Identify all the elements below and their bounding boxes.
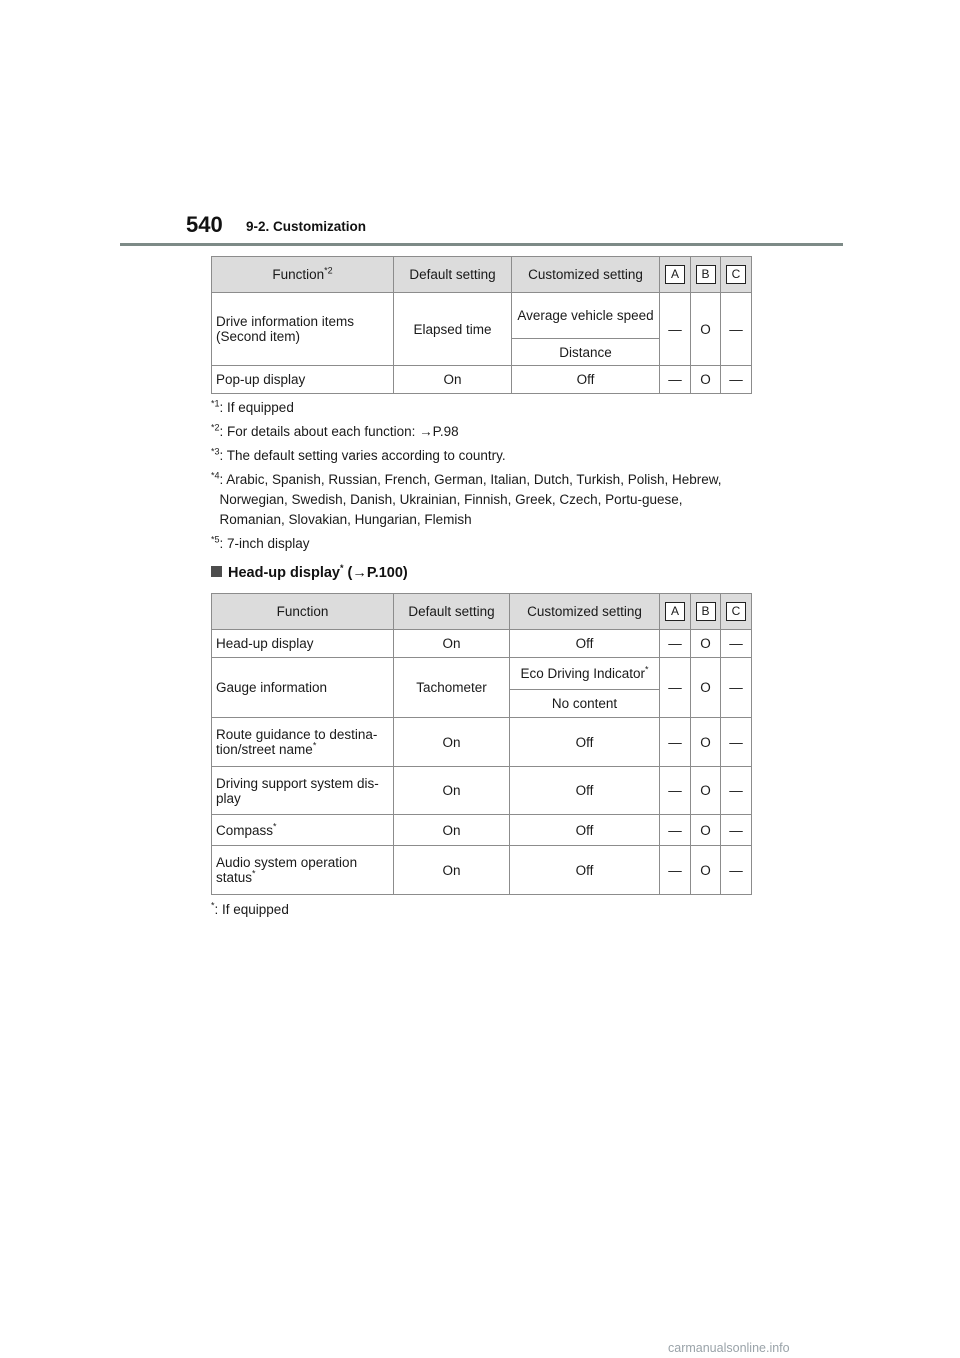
footnote-3: $^{*3}$ : The default setting varies according to country. [211, 446, 506, 463]
section-title: 9-2. Customization [246, 219, 367, 234]
cell-a: — [660, 846, 691, 895]
cell-function: Audio system operation status* [212, 846, 394, 895]
cell-b: O [691, 658, 721, 718]
b-box-icon: B [696, 265, 716, 284]
cell-a: — [660, 630, 691, 658]
cell-a: — [660, 718, 691, 767]
cell-default: On [394, 815, 510, 846]
hud-section-heading: Head-up display* (→P.100) [211, 565, 408, 581]
cell-customized: Eco Driving Indicator* [510, 658, 660, 690]
c-box-icon: C [726, 265, 746, 284]
cell-function: Drive information items (Second item) [212, 293, 394, 366]
header-customized-setting: Customized setting [510, 594, 660, 630]
cell-b: O [691, 293, 721, 366]
cell-a: — [660, 658, 691, 718]
header-rule [120, 243, 843, 246]
cell-b: O [691, 718, 721, 767]
cell-customized: Off [510, 630, 660, 658]
cell-a: — [660, 366, 691, 394]
cell-default: On [394, 366, 512, 394]
cell-b: O [691, 815, 721, 846]
cell-default: Elapsed time [394, 293, 512, 366]
cell-c: — [721, 293, 752, 366]
footnote-2: $^{*2}$ : For details about each function: →P.98 [211, 422, 459, 439]
header-a [660, 257, 691, 293]
cell-c: — [721, 658, 752, 718]
cell-function: Driving support system dis-play [212, 767, 394, 815]
table-row [212, 767, 752, 815]
footnote-1: $^{*1}$ : If equipped [211, 398, 294, 415]
cell-default: On [394, 846, 510, 895]
cell-customized: No content [510, 690, 660, 718]
header-b [691, 257, 721, 293]
cell-b: O [691, 366, 721, 394]
table-row [212, 630, 752, 658]
cell-c: — [721, 718, 752, 767]
cell-a: — [660, 767, 691, 815]
cell-customized: Off [510, 718, 660, 767]
header-customized-setting: Customized setting [512, 257, 660, 293]
table-row [212, 718, 752, 767]
footnote-4: $^{*4}$ : Arabic, Spanish, Russian, French, German, Italian, Dutch, Turkish, Polish, Hebrew, Norwegian, Swedish, Danish, Ukrainian, Finnish, Greek, Czech, Portu-guese, Romanian, Slovakian, Hungarian, Flemish [211, 470, 722, 527]
header-c [721, 594, 752, 630]
cell-customized: Off [510, 815, 660, 846]
cell-function: Compass* [212, 815, 394, 846]
table-footnote: *: If equipped [211, 900, 289, 917]
header-default-setting: Default setting [394, 257, 512, 293]
cell-customized: Off [510, 846, 660, 895]
table-row [212, 658, 752, 690]
a-box-icon: A [665, 602, 685, 621]
header-a [660, 594, 691, 630]
cell-b: O [691, 846, 721, 895]
cell-function: Gauge information [212, 658, 394, 718]
table-row [212, 846, 752, 895]
cell-default: Tachometer [394, 658, 510, 718]
cell-c: — [721, 366, 752, 394]
settings-table-head-up-display [211, 593, 752, 895]
c-box-icon: C [726, 602, 746, 621]
cell-c: — [721, 767, 752, 815]
cell-b: O [691, 630, 721, 658]
table-row [212, 293, 752, 339]
b-box-icon: B [696, 602, 716, 621]
a-box-icon: A [665, 265, 685, 284]
header-default-setting: Default setting [394, 594, 510, 630]
cell-default: On [394, 718, 510, 767]
cell-customized: Off [510, 767, 660, 815]
page-number: 540 [186, 212, 223, 237]
footnote-5: $^{*5}$ : 7-inch display [211, 534, 310, 551]
page-reference[interactable]: (→P.100) [343, 565, 408, 581]
cell-function: Pop-up display [212, 366, 394, 394]
cell-default: On [394, 630, 510, 658]
header-function: Function$^{*2}$ [212, 257, 394, 293]
footnote-ref-2: *2 [324, 265, 333, 276]
table-row [212, 366, 752, 394]
table-row [212, 815, 752, 846]
cell-customized: Average vehicle speed [512, 293, 660, 339]
header-b [691, 594, 721, 630]
cell-b: O [691, 767, 721, 815]
cell-c: — [721, 815, 752, 846]
cell-customized: Distance [512, 339, 660, 366]
footnotes [211, 398, 771, 558]
header-function: Function [212, 594, 394, 630]
cell-a: — [660, 815, 691, 846]
watermark: carmanualsonline.info [668, 1341, 790, 1355]
cell-c: — [721, 846, 752, 895]
cell-function: Route guidance to destina-tion/street name* [212, 718, 394, 767]
cell-c: — [721, 630, 752, 658]
square-bullet-icon [211, 566, 222, 577]
cell-customized: Off [512, 366, 660, 394]
header-c [721, 257, 752, 293]
settings-table-drive-info [211, 256, 752, 394]
cell-default: On [394, 767, 510, 815]
cell-function: Head-up display [212, 630, 394, 658]
cell-a: — [660, 293, 691, 366]
